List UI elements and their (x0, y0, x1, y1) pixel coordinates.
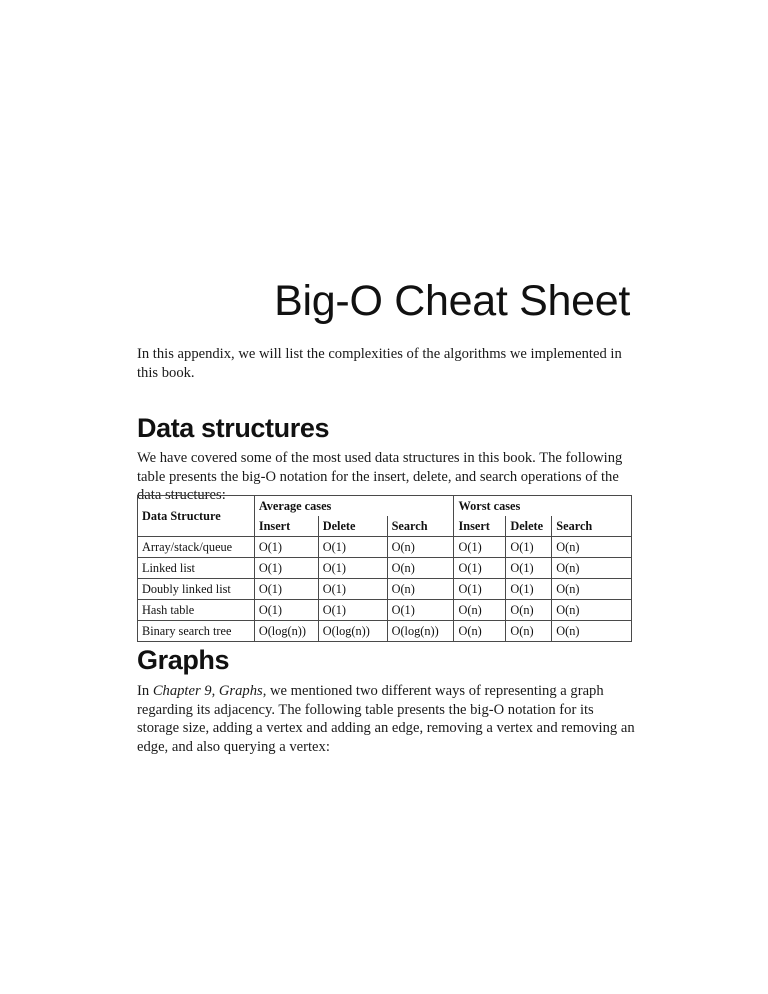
table-row (138, 558, 632, 579)
table-cell: O(1) (254, 537, 318, 558)
graphs-para-rest: , we mentioned two different ways of representing a graph regarding its adjacency. The following table presents the big-O notation for its storage size, adding a vertex and adding an edge, removing a vertex and removing an edge, and also querying a vertex: (137, 683, 635, 755)
table-cell: O(1) (254, 558, 318, 579)
table-subheader: Insert (454, 516, 506, 537)
table-cell: O(log(n)) (387, 621, 454, 642)
table-cell: O(n) (454, 600, 506, 621)
table-header-worst-cases: Worst cases (454, 496, 632, 517)
table-subheader: Search (387, 516, 454, 537)
chapter-title: Big-O Cheat Sheet (274, 277, 630, 325)
table-cell: O(1) (454, 579, 506, 600)
table-cell: O(n) (552, 600, 632, 621)
table-cell: O(n) (552, 558, 632, 579)
table-cell: O(1) (318, 579, 387, 600)
table-cell: Linked list (138, 558, 255, 579)
complexity-table (137, 495, 632, 642)
graphs-para-separator: , (211, 683, 219, 699)
table-group-header-row (138, 496, 632, 517)
table-cell: O(1) (454, 537, 506, 558)
table-header-data-structure: Data Structure (138, 496, 255, 537)
table-cell: Array/stack/queue (138, 537, 255, 558)
graphs-heading: Graphs (137, 645, 230, 675)
table-cell: O(1) (387, 600, 454, 621)
table-cell: O(n) (387, 558, 454, 579)
table-cell: O(log(n)) (254, 621, 318, 642)
table-cell: O(n) (552, 621, 632, 642)
data-structures-heading: Data structures (137, 413, 330, 443)
table-header-average-cases: Average cases (254, 496, 454, 517)
chapter-reference: Chapter 9 (152, 683, 212, 699)
table-cell: Binary search tree (138, 621, 255, 642)
table-cell: O(n) (552, 579, 632, 600)
table-cell: O(1) (318, 600, 387, 621)
table-subheader: Delete (506, 516, 552, 537)
table-row (138, 621, 632, 642)
graphs-paragraph (137, 682, 637, 756)
table-row (138, 600, 632, 621)
table-cell: O(n) (552, 537, 632, 558)
table-cell: O(1) (318, 537, 387, 558)
table-cell: O(1) (254, 600, 318, 621)
table-cell: O(1) (506, 579, 552, 600)
table-cell: O(log(n)) (318, 621, 387, 642)
table-cell: O(1) (506, 537, 552, 558)
table-cell: O(n) (454, 621, 506, 642)
table-cell: O(n) (387, 537, 454, 558)
table-subheader: Delete (318, 516, 387, 537)
table-cell: Doubly linked list (138, 579, 255, 600)
table-subheader: Search (552, 516, 632, 537)
table-cell: Hash table (138, 600, 255, 621)
table-cell: O(n) (387, 579, 454, 600)
table-row (138, 537, 632, 558)
table-subheader: Insert (254, 516, 318, 537)
chapter-name: Graphs (218, 683, 263, 699)
intro-paragraph: In this appendix, we will list the complexities of the algorithms we implemented in this book. (137, 346, 622, 381)
graphs-para-prefix: In (137, 683, 153, 699)
table-cell: O(1) (506, 558, 552, 579)
table-cell: O(n) (506, 621, 552, 642)
table-cell: O(n) (506, 600, 552, 621)
table-cell: O(1) (318, 558, 387, 579)
table-row (138, 579, 632, 600)
table-cell: O(1) (254, 579, 318, 600)
data-structures-paragraph: We have covered some of the most used data structures in this book. The following table presents the big-O notation for the insert, delete, and search operations of the data structures: (137, 450, 623, 503)
table-cell: O(1) (454, 558, 506, 579)
